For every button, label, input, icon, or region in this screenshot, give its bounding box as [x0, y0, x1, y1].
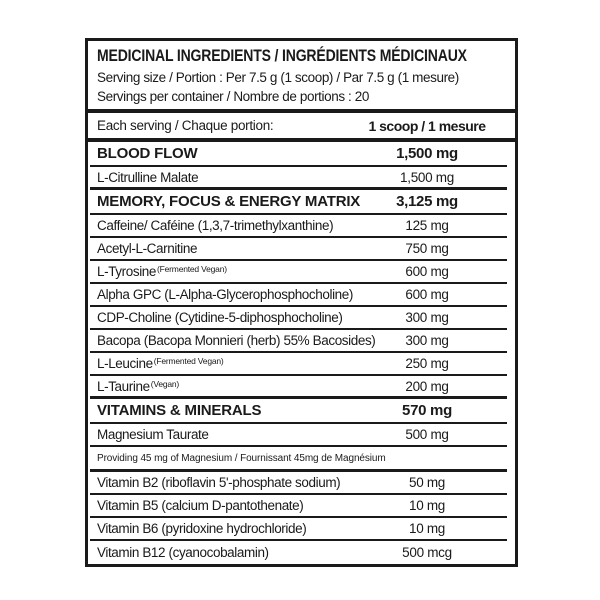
ingredient-value: 1,500 mg [400, 169, 454, 185]
ingredient-label [97, 379, 179, 394]
note-text: Providing 45 mg of Magnesium / Fournissant 45mg de Magnésium [97, 452, 386, 464]
ingredient-row-acetyl-l-carnitine [90, 238, 507, 261]
ingredient-value: 200 mg [405, 378, 449, 394]
ingredient-label: Vitamin B6 (pyridoxine hydrochloride) [97, 521, 307, 536]
servings-per-container-line: Servings per container / Nombre de portions : 20 [97, 89, 369, 104]
ingredient-value: 600 mg [405, 264, 449, 279]
section-value: 570 mg [402, 402, 452, 419]
column-header-label: Each serving / Chaque portion: [97, 118, 274, 133]
ingredient-name: L-Leucine [97, 356, 153, 371]
section-value: 3,125 mg [396, 193, 458, 210]
ingredient-label [97, 264, 227, 279]
column-header-value: 1 scoop / 1 mesure [368, 117, 486, 134]
ingredient-value: 500 mcg [402, 545, 452, 560]
ingredient-label: L-Citrulline Malate [97, 169, 199, 185]
ingredient-row-vitamin-b12 [90, 541, 507, 564]
ingredient-value: 10 mg [408, 521, 446, 536]
ingredient-value: 300 mg [405, 333, 449, 348]
ingredient-value: 750 mg [405, 241, 449, 256]
serving-size-line: Serving size / Portion : Per 7.5 g (1 scoop) / Par 7.5 g (1 mesure) [97, 70, 459, 85]
ingredient-row-caffeine [90, 215, 507, 238]
ingredient-label: Alpha GPC (L-Alpha-Glycerophosphocholine) [97, 287, 353, 302]
ingredient-rows [90, 142, 507, 564]
ingredient-label: Vitamin B5 (calcium D-pantothenate) [97, 498, 304, 513]
ingredient-value: 10 mg [408, 498, 446, 513]
ingredient-label: Magnesium Taurate [97, 427, 209, 442]
ingredient-row-l-leucine [90, 353, 507, 376]
ingredient-label [97, 356, 224, 371]
ingredient-name: L-Taurine [97, 378, 150, 394]
section-label: MEMORY, FOCUS & ENERGY MATRIX [97, 193, 361, 210]
supplement-facts-panel [85, 38, 518, 567]
ingredient-superscript: (Fermented Vegan) [157, 264, 227, 274]
ingredient-label: Vitamin B12 (cyanocobalamin) [97, 545, 269, 560]
section-row-blood-flow [90, 142, 507, 167]
ingredient-row-alpha-gpc [90, 284, 507, 307]
ingredient-row-cdp-choline [90, 307, 507, 330]
section-row-memory-focus-energy [90, 190, 507, 215]
panel-title: MEDICINAL INGREDIENTS / INGRÉDIENTS MÉDICINAUX [97, 47, 467, 65]
ingredient-label: Acetyl-L-Carnitine [97, 241, 198, 256]
ingredient-label: Bacopa (Bacopa Monnieri (herb) 55% Bacosides) [97, 333, 376, 348]
ingredient-row-magnesium-taurate [90, 424, 507, 447]
ingredient-value: 50 mg [408, 475, 446, 490]
ingredient-value: 600 mg [405, 287, 449, 302]
column-header-row [88, 113, 515, 138]
panel-header [88, 41, 515, 109]
ingredient-superscript: (Vegan) [150, 378, 180, 389]
ingredient-value: 250 mg [405, 356, 449, 371]
section-value: 1,500 mg [396, 145, 458, 162]
ingredient-row-citrulline [90, 167, 507, 190]
ingredient-row-vitamin-b5 [90, 495, 507, 518]
section-label: BLOOD FLOW [97, 145, 198, 162]
ingredient-label: Caffeine/ Caféine (1,3,7-trimethylxanthine) [97, 218, 334, 233]
note-row-magnesium [90, 447, 507, 472]
ingredient-value: 500 mg [405, 427, 449, 442]
ingredient-row-vitamin-b2 [90, 472, 507, 495]
section-label: VITAMINS & MINERALS [97, 402, 262, 419]
ingredient-row-bacopa [90, 330, 507, 353]
ingredient-value: 125 mg [405, 218, 449, 233]
ingredient-superscript: (Fermented Vegan) [153, 356, 224, 366]
ingredient-row-l-taurine [90, 376, 507, 399]
ingredient-label: Vitamin B2 (riboflavin 5'-phosphate sodium) [97, 475, 341, 490]
ingredient-name: L-Tyrosine [97, 264, 157, 279]
ingredient-row-l-tyrosine [90, 261, 507, 284]
ingredient-value: 300 mg [405, 310, 449, 325]
ingredient-label: CDP-Choline (Cytidine-5-diphosphocholine) [97, 310, 343, 325]
section-row-vitamins-minerals [90, 399, 507, 424]
ingredient-row-vitamin-b6 [90, 518, 507, 541]
